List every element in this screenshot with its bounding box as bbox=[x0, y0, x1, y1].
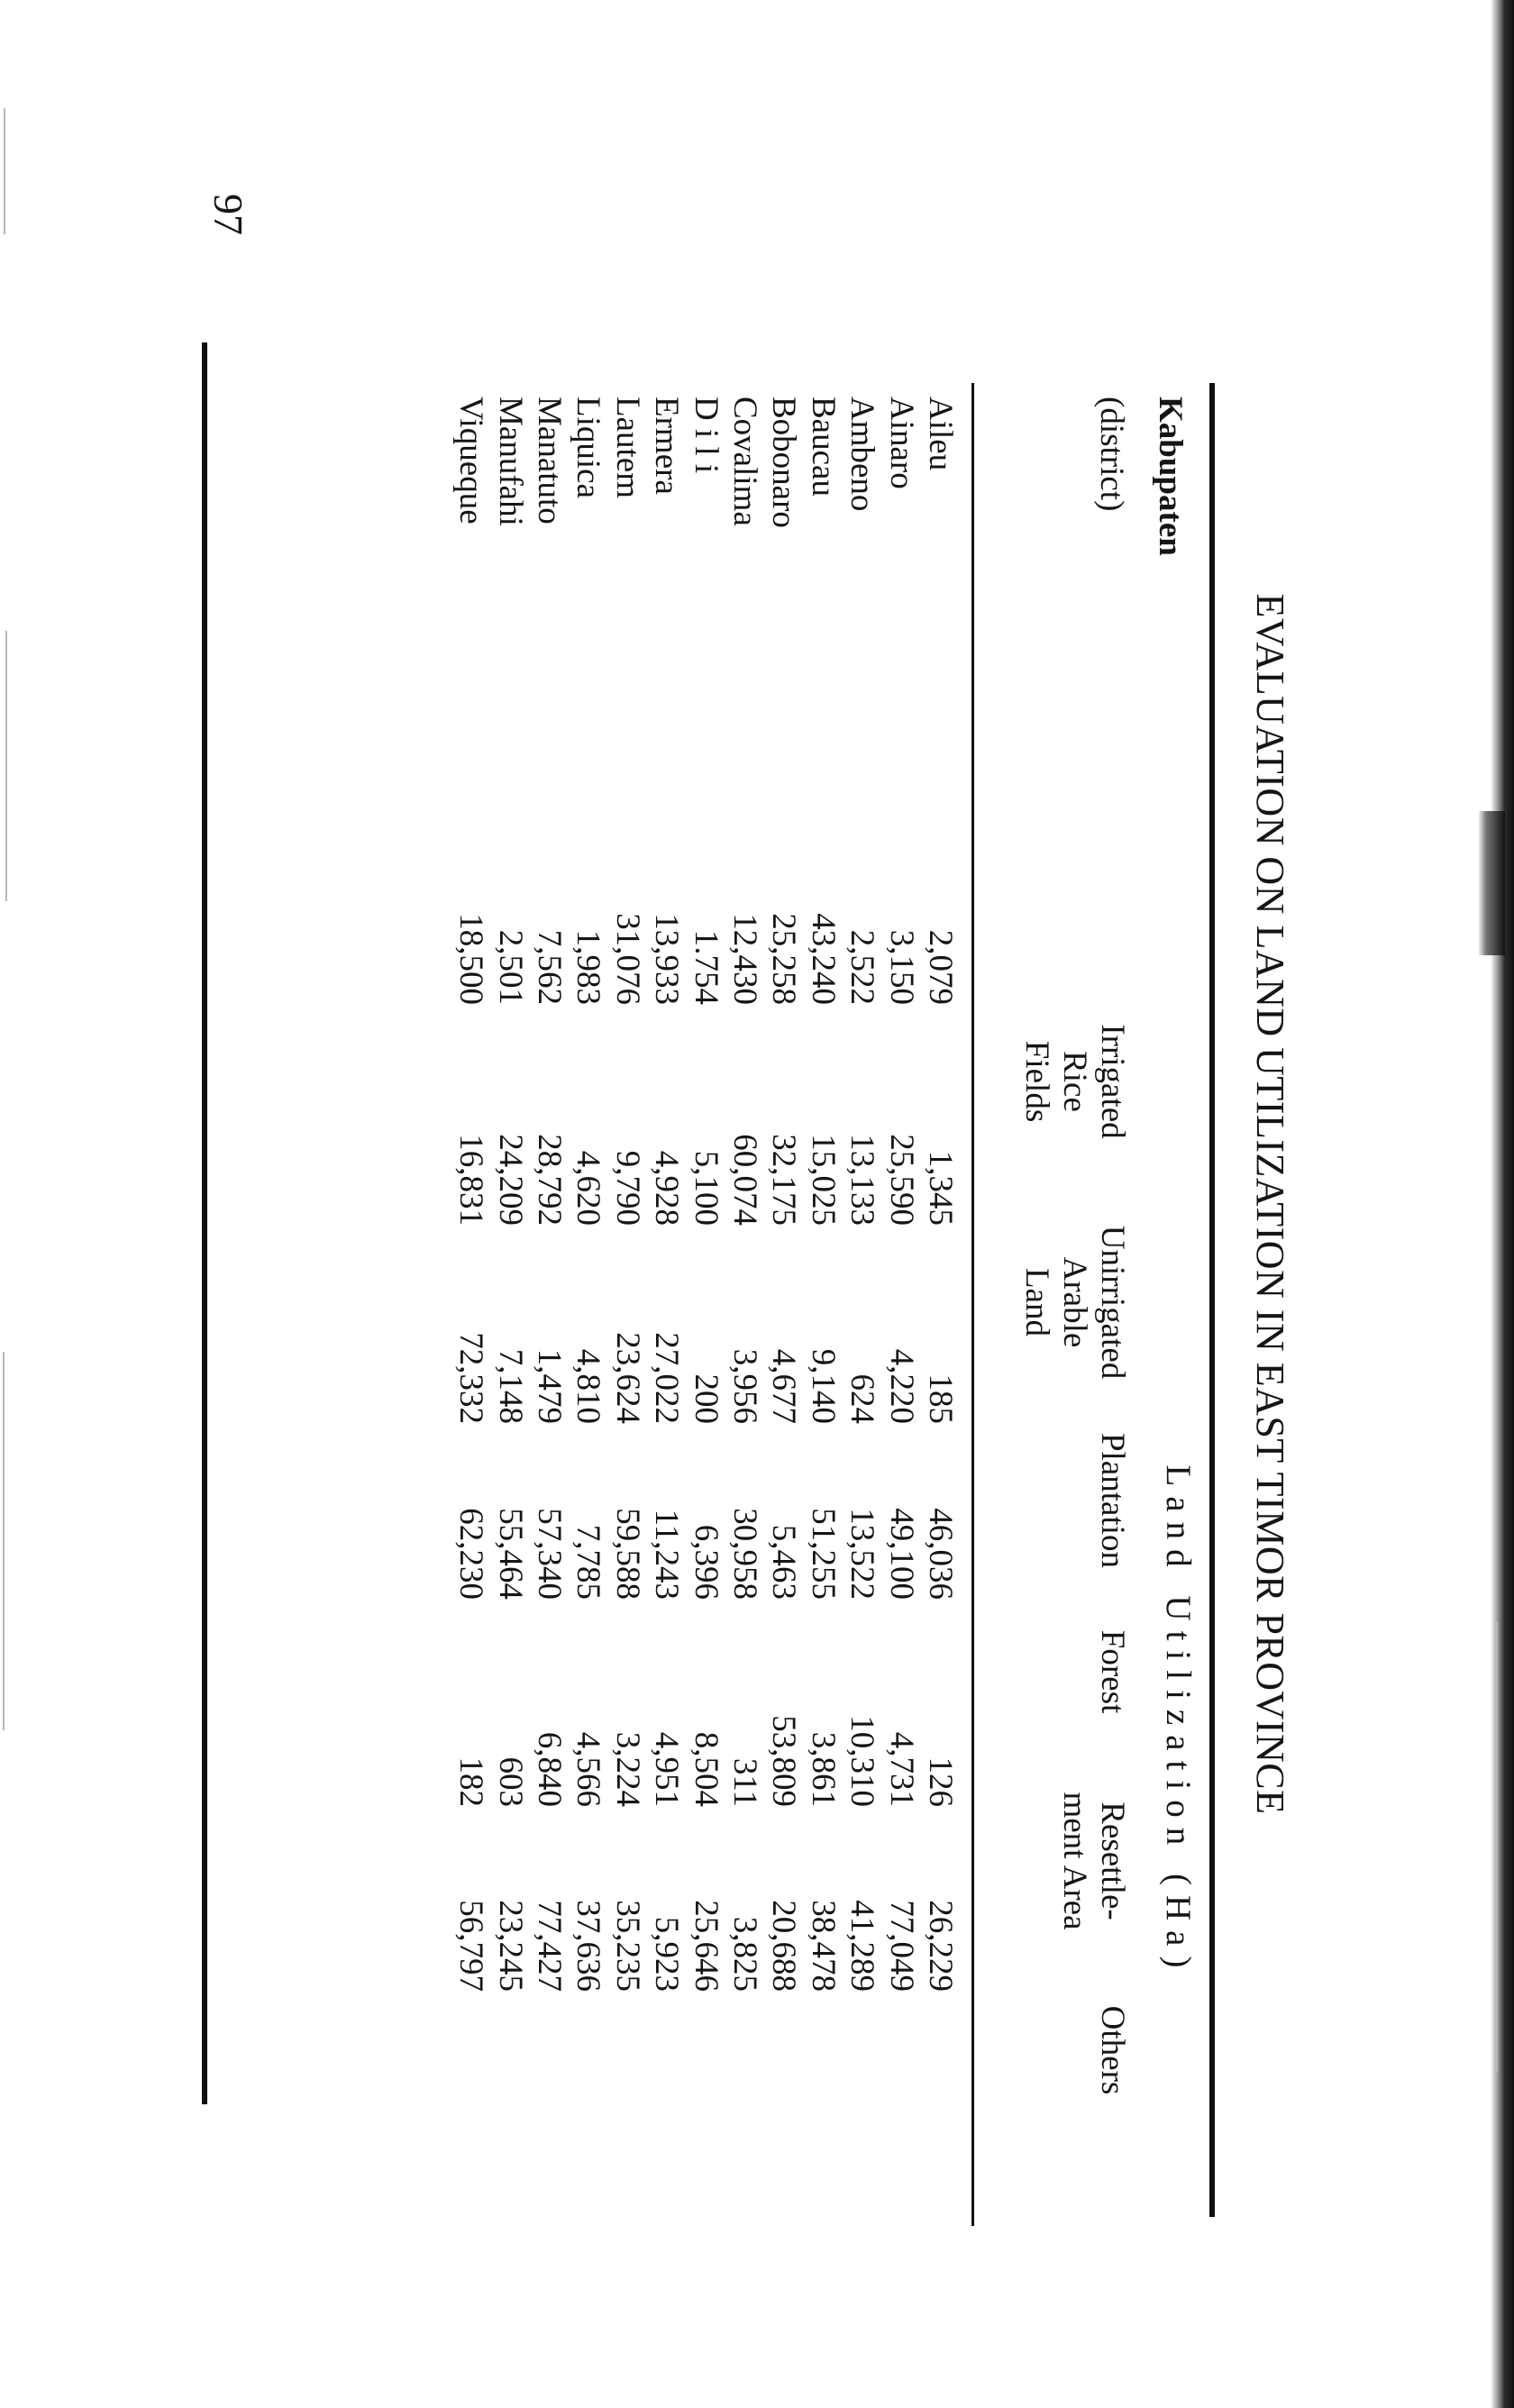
district-name: Manufahi bbox=[491, 397, 529, 526]
others-value: 23,245 bbox=[491, 1900, 529, 1992]
district-name: Ermera bbox=[648, 397, 686, 495]
resettlement-value: 53,809 bbox=[765, 1715, 803, 1807]
col-header-line: Plantation bbox=[1094, 1432, 1131, 1569]
col-header-others bbox=[1093, 1983, 1131, 2118]
table-bottom-rule bbox=[202, 342, 207, 2104]
page-number: 97 bbox=[205, 194, 251, 235]
forest-value: 46,036 bbox=[922, 1508, 959, 1600]
plantation-value: 4,810 bbox=[570, 1348, 607, 1424]
resettlement-value: 126 bbox=[922, 1756, 959, 1807]
col-header-line: Rice Fields bbox=[1018, 1040, 1093, 1123]
irrigated-value: 31,076 bbox=[608, 913, 646, 1005]
unirrigated-value: 13,133 bbox=[844, 1134, 881, 1226]
plantation-value: 200 bbox=[687, 1373, 725, 1424]
unirrigated-value: 1,345 bbox=[922, 1150, 959, 1226]
table-row bbox=[451, 397, 490, 2199]
resettlement-value: 3,224 bbox=[608, 1731, 646, 1807]
forest-value: 13,522 bbox=[844, 1508, 881, 1600]
resettlement-value: 182 bbox=[452, 1756, 490, 1807]
col-header-line: Forest bbox=[1094, 1629, 1131, 1714]
irrigated-value: 7,562 bbox=[531, 929, 569, 1005]
unirrigated-value: 28,792 bbox=[531, 1134, 569, 1226]
table-row bbox=[725, 397, 764, 2199]
table-row bbox=[490, 397, 529, 2199]
irrigated-value: 43,240 bbox=[804, 913, 842, 1005]
unirrigated-value: 60,074 bbox=[726, 1134, 764, 1226]
plantation-value: 9,140 bbox=[804, 1348, 842, 1424]
others-value: 26,229 bbox=[922, 1900, 959, 1992]
forest-value: 11,243 bbox=[648, 1509, 686, 1600]
others-value: 41,289 bbox=[844, 1900, 881, 1992]
table-row bbox=[530, 397, 569, 2199]
resettlement-value: 603 bbox=[491, 1756, 529, 1807]
table-row bbox=[921, 397, 960, 2199]
district-name: Covalima bbox=[726, 397, 764, 526]
others-value: 5,923 bbox=[648, 1916, 686, 1992]
irrigated-value: 2,501 bbox=[491, 929, 529, 1005]
col-header-plantation bbox=[1093, 1419, 1131, 1582]
col-header-unirrigated bbox=[1017, 1212, 1131, 1392]
others-value: 38,478 bbox=[804, 1900, 842, 1992]
plantation-value: 72,332 bbox=[452, 1332, 490, 1424]
col-header-line: ment Area bbox=[1056, 1792, 1093, 1930]
col-header-irrigated bbox=[1017, 1009, 1131, 1154]
unirrigated-value: 5,100 bbox=[687, 1150, 725, 1226]
unirrigated-value: 4,928 bbox=[648, 1150, 686, 1226]
col-header-line: Irrigated bbox=[1094, 1024, 1131, 1139]
others-value: 25,646 bbox=[687, 1900, 725, 1992]
irrigated-value: 12,430 bbox=[726, 913, 764, 1005]
forest-value: 51,255 bbox=[804, 1508, 842, 1600]
table-row bbox=[843, 397, 881, 2199]
unirrigated-value: 9,790 bbox=[608, 1150, 646, 1226]
table-row bbox=[803, 397, 842, 2199]
district-name: Baucau bbox=[804, 397, 842, 497]
col-header-line: Resettle- bbox=[1094, 1801, 1131, 1920]
resettlement-value: 6,840 bbox=[531, 1731, 569, 1807]
irrigated-value: 13,933 bbox=[648, 913, 686, 1005]
forest-value: 49,100 bbox=[882, 1508, 920, 1600]
district-name: Lautem bbox=[608, 397, 646, 499]
table-top-rule bbox=[1209, 383, 1215, 2217]
table-row bbox=[647, 397, 686, 2199]
table-row bbox=[686, 397, 725, 2199]
resettlement-value: 4,566 bbox=[570, 1731, 607, 1807]
unirrigated-value: 15,025 bbox=[804, 1134, 842, 1226]
forest-value: 59,588 bbox=[608, 1508, 646, 1600]
resettlement-value: 10,310 bbox=[844, 1715, 881, 1807]
col-header-line: Land bbox=[1018, 1267, 1055, 1337]
forest-value: 5,463 bbox=[765, 1524, 803, 1600]
irrigated-value: 18,500 bbox=[452, 913, 490, 1005]
unirrigated-value: 4,620 bbox=[570, 1150, 607, 1226]
plantation-value: 27,022 bbox=[648, 1332, 686, 1424]
others-value: 56,797 bbox=[452, 1900, 490, 1992]
plantation-value: 4,677 bbox=[765, 1348, 803, 1424]
district-name: Aileu bbox=[922, 397, 959, 471]
resettlement-value: 4,731 bbox=[882, 1731, 920, 1807]
others-value: 3,825 bbox=[726, 1916, 764, 1992]
forest-value: 6,396 bbox=[687, 1524, 725, 1600]
district-name: Viqueque bbox=[452, 397, 490, 524]
plantation-value: 185 bbox=[922, 1373, 959, 1424]
forest-value: 55,464 bbox=[491, 1508, 529, 1600]
irrigated-value: 2,079 bbox=[922, 929, 959, 1005]
kabupaten-header: Kabupaten bbox=[1152, 397, 1189, 556]
table-row bbox=[881, 397, 920, 2199]
irrigated-value: 1.754 bbox=[687, 929, 725, 1005]
others-value: 20,688 bbox=[765, 1900, 803, 1992]
district-name: Liquica bbox=[570, 397, 607, 499]
unirrigated-value: 24,209 bbox=[491, 1134, 529, 1226]
forest-value: 57,340 bbox=[531, 1508, 569, 1600]
table-row bbox=[764, 397, 803, 2199]
district-name: Ambeno bbox=[844, 397, 881, 512]
district-header: (district) bbox=[1093, 397, 1130, 512]
irrigated-value: 1,983 bbox=[570, 929, 607, 1005]
plantation-value: 7,148 bbox=[491, 1348, 529, 1424]
table-row bbox=[607, 397, 646, 2199]
resettlement-value: 8,504 bbox=[687, 1731, 725, 1807]
forest-value: 30,958 bbox=[726, 1508, 764, 1600]
plantation-value: 4,220 bbox=[882, 1348, 920, 1424]
plantation-value: 1,479 bbox=[531, 1348, 569, 1424]
forest-value: 7,785 bbox=[570, 1524, 607, 1600]
header-separator-rule bbox=[971, 383, 974, 2226]
unirrigated-value: 32,175 bbox=[765, 1134, 803, 1226]
col-header-line: Unirrigated bbox=[1094, 1225, 1131, 1380]
district-name: Ainaro bbox=[882, 397, 920, 489]
col-header-resettlement bbox=[1055, 1766, 1131, 1956]
resettlement-value: 3,861 bbox=[804, 1731, 842, 1807]
plantation-value: 23,624 bbox=[608, 1332, 646, 1424]
land-utilization-header: Land Utilization (Ha) bbox=[1159, 1464, 1198, 1978]
irrigated-value: 2,522 bbox=[844, 929, 881, 1005]
resettlement-value: 4,951 bbox=[648, 1731, 686, 1807]
unirrigated-value: 16,831 bbox=[452, 1134, 490, 1226]
col-header-forest bbox=[1093, 1613, 1131, 1730]
table-row bbox=[569, 397, 607, 2199]
others-value: 77,427 bbox=[531, 1900, 569, 1992]
unirrigated-value: 25,590 bbox=[882, 1134, 920, 1226]
col-header-line: Arable bbox=[1056, 1256, 1093, 1348]
district-name: D i l i bbox=[687, 397, 725, 474]
district-name: Manatuto bbox=[531, 397, 569, 524]
district-name: Bobonaro bbox=[765, 397, 803, 528]
plantation-value: 3,956 bbox=[726, 1348, 764, 1424]
land-utilization-table bbox=[451, 397, 960, 2199]
page-title: EVALUATION ON LAND UTILIZATION IN EAST TIMOR PROVINCE bbox=[1248, 593, 1292, 1815]
irrigated-value: 3,150 bbox=[882, 929, 920, 1005]
forest-value: 62,230 bbox=[452, 1508, 490, 1600]
irrigated-value: 25,258 bbox=[765, 913, 803, 1005]
plantation-value: 624 bbox=[844, 1373, 881, 1424]
others-value: 37,636 bbox=[570, 1900, 607, 1992]
others-value: 35,235 bbox=[608, 1900, 646, 1992]
col-header-line: Others bbox=[1094, 2005, 1131, 2095]
resettlement-value: 311 bbox=[726, 1757, 764, 1807]
others-value: 77,049 bbox=[882, 1900, 920, 1992]
